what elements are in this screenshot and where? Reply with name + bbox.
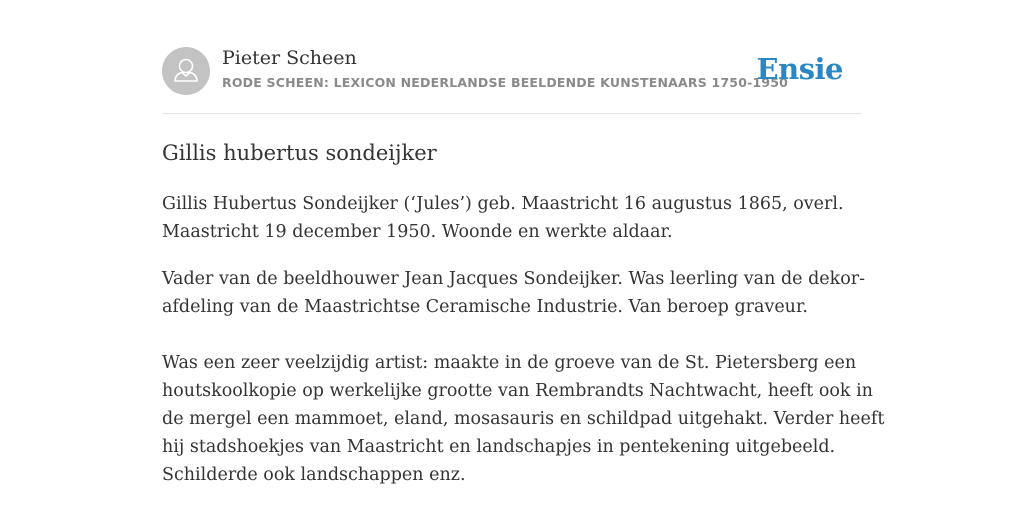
paragraph-line: de mergel een mammoet, eland, mosasauris en schildpad uitgehakt. Verder heeft <box>162 409 885 429</box>
paragraph-line: Was een zeer veelzijdig artist: maakte in de groeve van de St. Pietersberg een <box>162 353 857 373</box>
author-avatar[interactable] <box>162 47 210 95</box>
article-title: Gillis hubertus sondeijker <box>162 141 437 165</box>
article-paragraph-3 <box>162 349 885 489</box>
article-paragraph-2 <box>162 265 866 321</box>
paragraph-line: Gillis Hubertus Sondeijker (‘Jules’) geb. Maastricht 16 augustus 1865, overl. <box>162 194 844 214</box>
article-paragraph-1 <box>162 190 862 246</box>
paragraph-line: Schilderde ook landschappen enz. <box>162 465 466 485</box>
brand-logo[interactable]: Ensie <box>756 52 843 86</box>
paragraph-line: houtskoolkopie op werkelijke grootte van Rembrandts Nachtwacht, heeft ook in <box>162 381 873 401</box>
paragraph-line: Vader van de beeldhouwer Jean Jacques Sondeijker. Was leerling van de dekor- <box>162 269 866 289</box>
paragraph-line: hij stadshoekjes van Maastricht en landschapjes in pentekening uitgebeeld. <box>162 437 836 457</box>
paragraph-line: afdeling van de Maastrichtse Ceramische Industrie. Van beroep graveur. <box>162 297 808 317</box>
source-title[interactable]: RODE SCHEEN: LEXICON NEDERLANDSE BEELDENDE KUNSTENAARS 1750-1950 <box>222 75 789 90</box>
header-divider <box>162 113 862 114</box>
author-name[interactable]: Pieter Scheen <box>222 47 357 69</box>
paragraph-line: Maastricht 19 december 1950. Woonde en werkte aldaar. <box>162 222 673 242</box>
author-header <box>162 45 862 97</box>
user-silhouette-icon <box>162 47 210 95</box>
